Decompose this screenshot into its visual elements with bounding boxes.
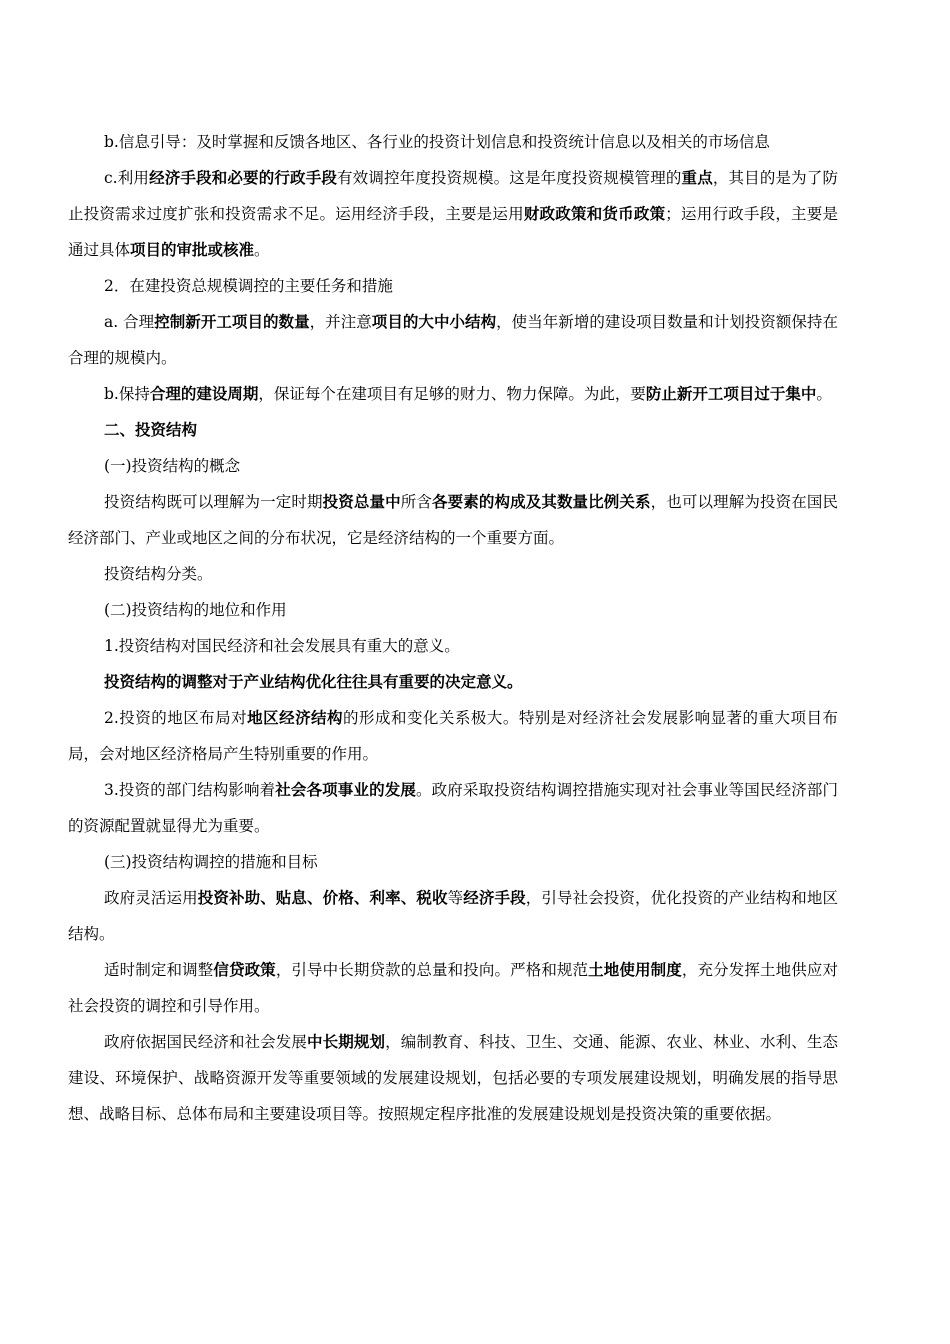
text-run: 投资结构既可以理解为一定时期 (104, 493, 323, 511)
paragraph (68, 880, 838, 952)
bold-text: 二、投资结构 (104, 420, 198, 439)
text-run: ，其目的是为了防止投资需求过度扩张和投资需求不足。运用经济手段，主要是运用 (68, 169, 838, 223)
bold-text: 投资总量中 (322, 492, 401, 511)
paragraph (68, 772, 838, 844)
text-run: 政府依据国民经济和社会发展 (104, 1033, 308, 1051)
paragraph (68, 484, 838, 556)
bold-text: 经济手段和必要的行政手段 (149, 168, 338, 187)
bold-text: 各要素的构成及其数量比例关系 (432, 492, 651, 511)
text-run: 适时制定和调整 (104, 961, 214, 979)
paragraph (68, 160, 838, 268)
paragraph (68, 664, 838, 700)
text-run: 。政府采取投资结构调控措施实现对社会事业等国民经济部门的资源配置就显得尤为重要。 (68, 781, 838, 835)
paragraph (68, 268, 838, 304)
section-heading (68, 412, 838, 448)
text-run: 政府灵活运用 (104, 889, 198, 907)
bold-text: 经济手段 (463, 888, 526, 907)
paragraph (68, 952, 838, 1024)
text-run: 投资结构分类。 (104, 565, 213, 583)
bold-text: 合理的建设周期 (149, 384, 259, 403)
paragraph (68, 304, 838, 376)
text-run: ，充分发挥土地供应对社会投资的调控和引导作用。 (68, 961, 838, 1015)
bold-text: 地区经济结构 (247, 708, 344, 727)
paragraph (68, 376, 838, 412)
text-run: ，并注意 (309, 313, 372, 331)
text-run: 有效调控年度投资规模。这是年度投资规模管理的 (337, 169, 682, 187)
bold-text: 投资结构的调整对于产业结构优化往往具有重要的决定意义。 (104, 672, 523, 691)
text-run: (一)投资结构的概念 (104, 457, 241, 475)
text-run: 所含 (400, 493, 432, 511)
text-run: ；运用行政手段，主要是通过具体 (68, 205, 838, 259)
text-run: b.保持 (104, 385, 150, 403)
paragraph (68, 592, 838, 628)
text-run: 1.投资结构对国民经济和社会发展具有重大的意义。 (104, 637, 460, 655)
text-run: (三)投资结构调控的措施和目标 (104, 853, 318, 871)
text-run: ，引导社会投资，优化投资的产业结构和地区结构。 (68, 889, 838, 943)
text-run: 。 (254, 241, 270, 259)
bold-text: 项目的审批或核准 (130, 240, 255, 259)
paragraph (68, 448, 838, 484)
bold-text: 重点 (681, 168, 713, 187)
text-run: 2.投资的地区布局对 (104, 709, 248, 727)
text-run: ，保证每个在建项目有足够的财力、物力保障。为此，要 (258, 385, 646, 403)
text-run: ，引导中长期贷款的总量和投向。严格和规范 (275, 961, 589, 979)
text-run: (二)投资结构的地位和作用 (104, 601, 287, 619)
document-body (68, 124, 838, 1132)
bold-text: 土地使用制度 (588, 960, 682, 979)
text-run: 3.投资的部门结构影响着 (104, 781, 276, 799)
paragraph (68, 844, 838, 880)
bold-text: 信贷政策 (213, 960, 276, 979)
bold-text: 控制新开工项目的数量 (154, 312, 310, 331)
text-run: ，使当年新增的建设项目数量和计划投资额保持在合理的规模内。 (68, 313, 838, 367)
bold-text: 投资补助、贴息、价格、利率、税收 (197, 888, 448, 907)
bold-text: 项目的大中小结构 (371, 312, 497, 331)
bold-text: 社会各项事业的发展 (275, 780, 416, 799)
paragraph (68, 700, 838, 772)
paragraph (68, 556, 838, 592)
bold-text: 财政政策和货币政策 (523, 204, 666, 223)
text-run: 等 (447, 889, 464, 907)
text-run: 。 (816, 385, 832, 403)
text-run: 2．在建投资总规模调控的主要任务和措施 (104, 277, 393, 295)
paragraph (68, 1024, 838, 1132)
text-run: b.信息引导：及时掌握和反馈各地区、各行业的投资计划信息和投资统计信息以及相关的市场信息 (104, 133, 770, 151)
text-run: ，编制教育、科技、卫生、交通、能源、农业、林业、水利、生态建设、环境保护、战略资源开发等重要领域的发展建设规划，包括必要的专项发展建设规划，明确发展的指导思想、战略目标、总体布局和主要建设项目等。按照规定程序批准的发展建设规划是投资决策的重要依据。 (68, 1033, 838, 1123)
paragraph (68, 124, 838, 160)
text-run: c.利用 (104, 169, 150, 187)
text-run: 的形成和变化关系极大。特别是对经济社会发展影响显著的重大项目布局，会对地区经济格局产生特别重要的作用。 (68, 709, 838, 763)
paragraph (68, 628, 838, 664)
bold-text: 防止新开工项目过于集中 (645, 384, 817, 403)
text-run: a. 合理 (104, 313, 155, 331)
bold-text: 中长期规划 (307, 1032, 386, 1051)
text-run: ，也可以理解为投资在国民经济部门、产业或地区之间的分布状况，它是经济结构的一个重要方面。 (68, 493, 838, 547)
